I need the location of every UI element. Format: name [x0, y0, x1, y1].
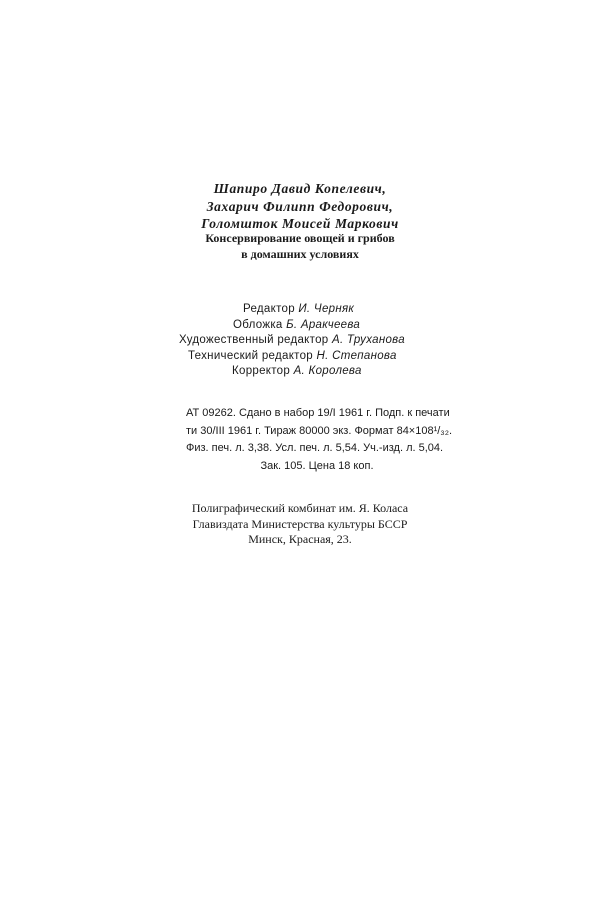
credit-tech-editor: [0, 349, 600, 365]
authors-block: [0, 180, 600, 233]
credit-name: Б. Аракчеева: [286, 318, 361, 331]
printer-line: Главиздата Министерства культуры БССР: [192, 516, 408, 531]
author-line: Захарич Филипп Федорович,: [206, 198, 394, 214]
printer-line: Минск, Красная, 23.: [248, 532, 352, 546]
title-line: в домашних условиях: [241, 247, 359, 261]
printer-block: [0, 501, 600, 548]
printer-line: Полиграфический комбинат им. Я. Коласа: [191, 501, 409, 515]
credit-role: Обложка: [233, 318, 283, 331]
imprint-block: [186, 405, 453, 475]
credit-editor: [0, 302, 600, 318]
imprint-line: ти 30/III 1961 г. Тираж 80000 экз. Формат 84×108¹/₃₂.: [186, 424, 453, 437]
credit-name: А. Труханова: [331, 334, 405, 346]
credits-block: [0, 302, 600, 380]
imprint-line: Зак. 105. Цена 18 коп.: [260, 459, 374, 472]
credit-role: Художественный редактор: [179, 334, 329, 346]
credit-name: И. Черняк: [298, 303, 355, 315]
credit-art-editor: [0, 333, 600, 349]
title-line: Консервирование овощей и грибов: [205, 231, 395, 245]
author-line: Шапиро Давид Копелевич,: [213, 181, 387, 196]
credit-proofreader: [0, 364, 600, 380]
author-line: Голомшток Моисей Маркович: [201, 216, 399, 231]
book-title: [0, 230, 600, 262]
credit-name: Н. Степанова: [316, 349, 397, 362]
imprint-line: Физ. печ. л. 3,38. Усл. печ. л. 5,54. Уч.-изд. л. 5,04.: [186, 442, 444, 454]
imprint-line: АТ 09262. Сдано в набор 19/I 1961 г. Подп. к печати: [186, 407, 450, 419]
credit-cover: [0, 318, 600, 334]
credit-role: Корректор: [232, 365, 291, 377]
credit-name: А. Королева: [293, 365, 362, 377]
credit-role: Технический редактор: [188, 349, 313, 362]
credit-role: Редактор: [243, 303, 295, 315]
